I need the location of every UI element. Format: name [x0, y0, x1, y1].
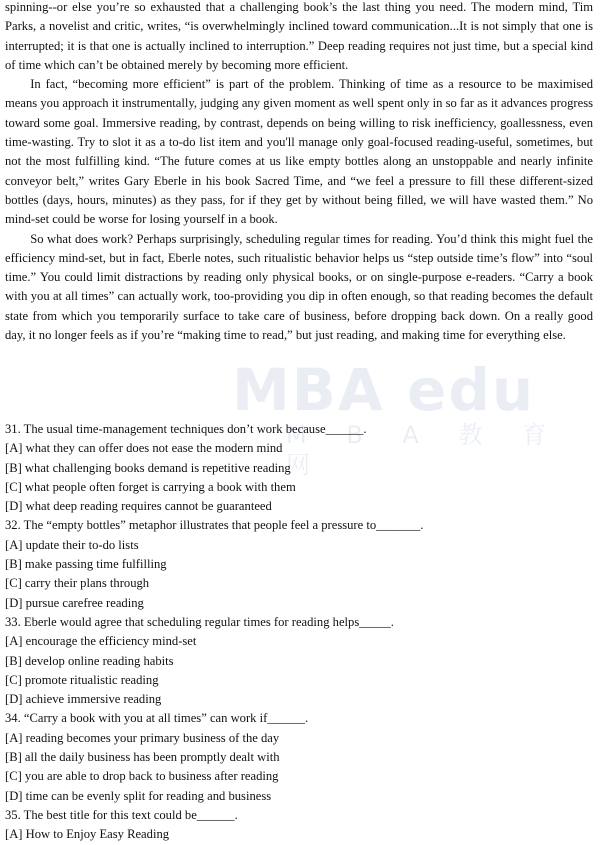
answer-option: [C] promote ritualistic reading [5, 672, 159, 687]
answer-option: [B] what challenging books demand is repetitive reading [5, 460, 291, 475]
question-31 [5, 420, 593, 516]
question-stem: 33. Eberle would agree that scheduling regular times for reading helps_____. [5, 614, 394, 629]
answer-option: [D] achieve immersive reading [5, 692, 162, 707]
answer-option: [B] make passing time fulfilling [5, 557, 167, 572]
question-35 [5, 806, 593, 845]
answer-option: [C] what people often forget is carrying a book with them [5, 479, 296, 494]
question-34 [5, 709, 593, 805]
question-list [5, 420, 593, 845]
answer-option: [D] pursue carefree reading [5, 595, 144, 610]
passage-paragraph: spinning--or else you’re so exhausted that a challenging book’s the last thing you need. The modern mind, Tim Parks, a novelist and critic, writes, “is overwhelmingly inclined toward communication...It is not simply that one is interrupted; it is that one is actually inclined to interruption.” Deep reading requires not just time, but a special kind of time which can’t be obtained merely by becoming more efficient. [5, 0, 593, 72]
answer-option: [B] all the daily business has been promptly dealt with [5, 750, 280, 765]
question-33 [5, 613, 593, 709]
answer-option: [C] you are able to drop back to business after reading [5, 769, 279, 784]
question-stem: 31. The usual time-management techniques don’t work because______. [5, 422, 367, 436]
answer-option: [D] what deep reading requires cannot be guaranteed [5, 499, 272, 514]
passage-paragraph: In fact, “becoming more efficient” is part of the problem. Thinking of time as a resource to be maximised means you approach it instrumentally, judging any given moment as well spent only in so far as it advances progress toward some goal. Immersive reading, by contrast, depends on being willing to risk inefficiency, goallessness, even time-wasting. Try to slot it as a to-do list item and you'll manage only goal-focused reading-useful, sometimes, but not the most fulfilling kind. “The future comes at us like empty bottles along an unstoppable and nearly infinite conveyor belt,” writes Gary Eberle in his book Sacred Time, and “we feel a pressure to fill these different-sized bottles (days, hours, minutes) as they pass, for if they get by without being filled, we will have wasted them.” No mind-set could be worse for losing yourself in a book. [5, 77, 593, 227]
question-stem: 34. “Carry a book with you at all times” can work if______. [5, 711, 309, 726]
answer-option: [A] encourage the efficiency mind-set [5, 634, 197, 649]
answer-option: [B] develop online reading habits [5, 653, 174, 668]
passage-paragraph: So what does work? Perhaps surprisingly, scheduling regular times for reading. You’d think this might fuel the efficiency mind-set, but in fact, Eberle notes, such ritualistic behavior helps us “step outside time’s flow” into “soul time.” You could limit distractions by reading only physical books, or on single-purpose e-readers. “Carry a book with you at all times” can actually work, too-providing you dip in often enough, so that reading becomes the default state from which you temporarily surface to take care of business, before dropping back down. On a really good day, it no longer feels as if you’re “making time to read,” but just reading, and making time for everything else. [5, 231, 593, 343]
reading-passage [5, 0, 593, 345]
question-stem: 35. The best title for this text could be______. [5, 807, 238, 822]
answer-option: [A] update their to-do lists [5, 537, 139, 552]
answer-option: [A] reading becomes your primary business of the day [5, 730, 280, 745]
answer-option: [A] How to Enjoy Easy Reading [5, 827, 170, 842]
answer-option: [C] carry their plans through [5, 576, 150, 591]
question-32 [5, 516, 593, 612]
answer-option: [A] what they can offer does not ease the modern mind [5, 441, 283, 456]
watermark-text: MBA edu [232, 356, 536, 424]
question-stem: 32. The “empty bottles” metaphor illustrates that people feel a pressure to_______. [5, 518, 424, 533]
answer-option: [D] time can be evenly split for reading and business [5, 788, 272, 803]
watermark-subtext: M B A 教 育 网 [286, 421, 563, 479]
